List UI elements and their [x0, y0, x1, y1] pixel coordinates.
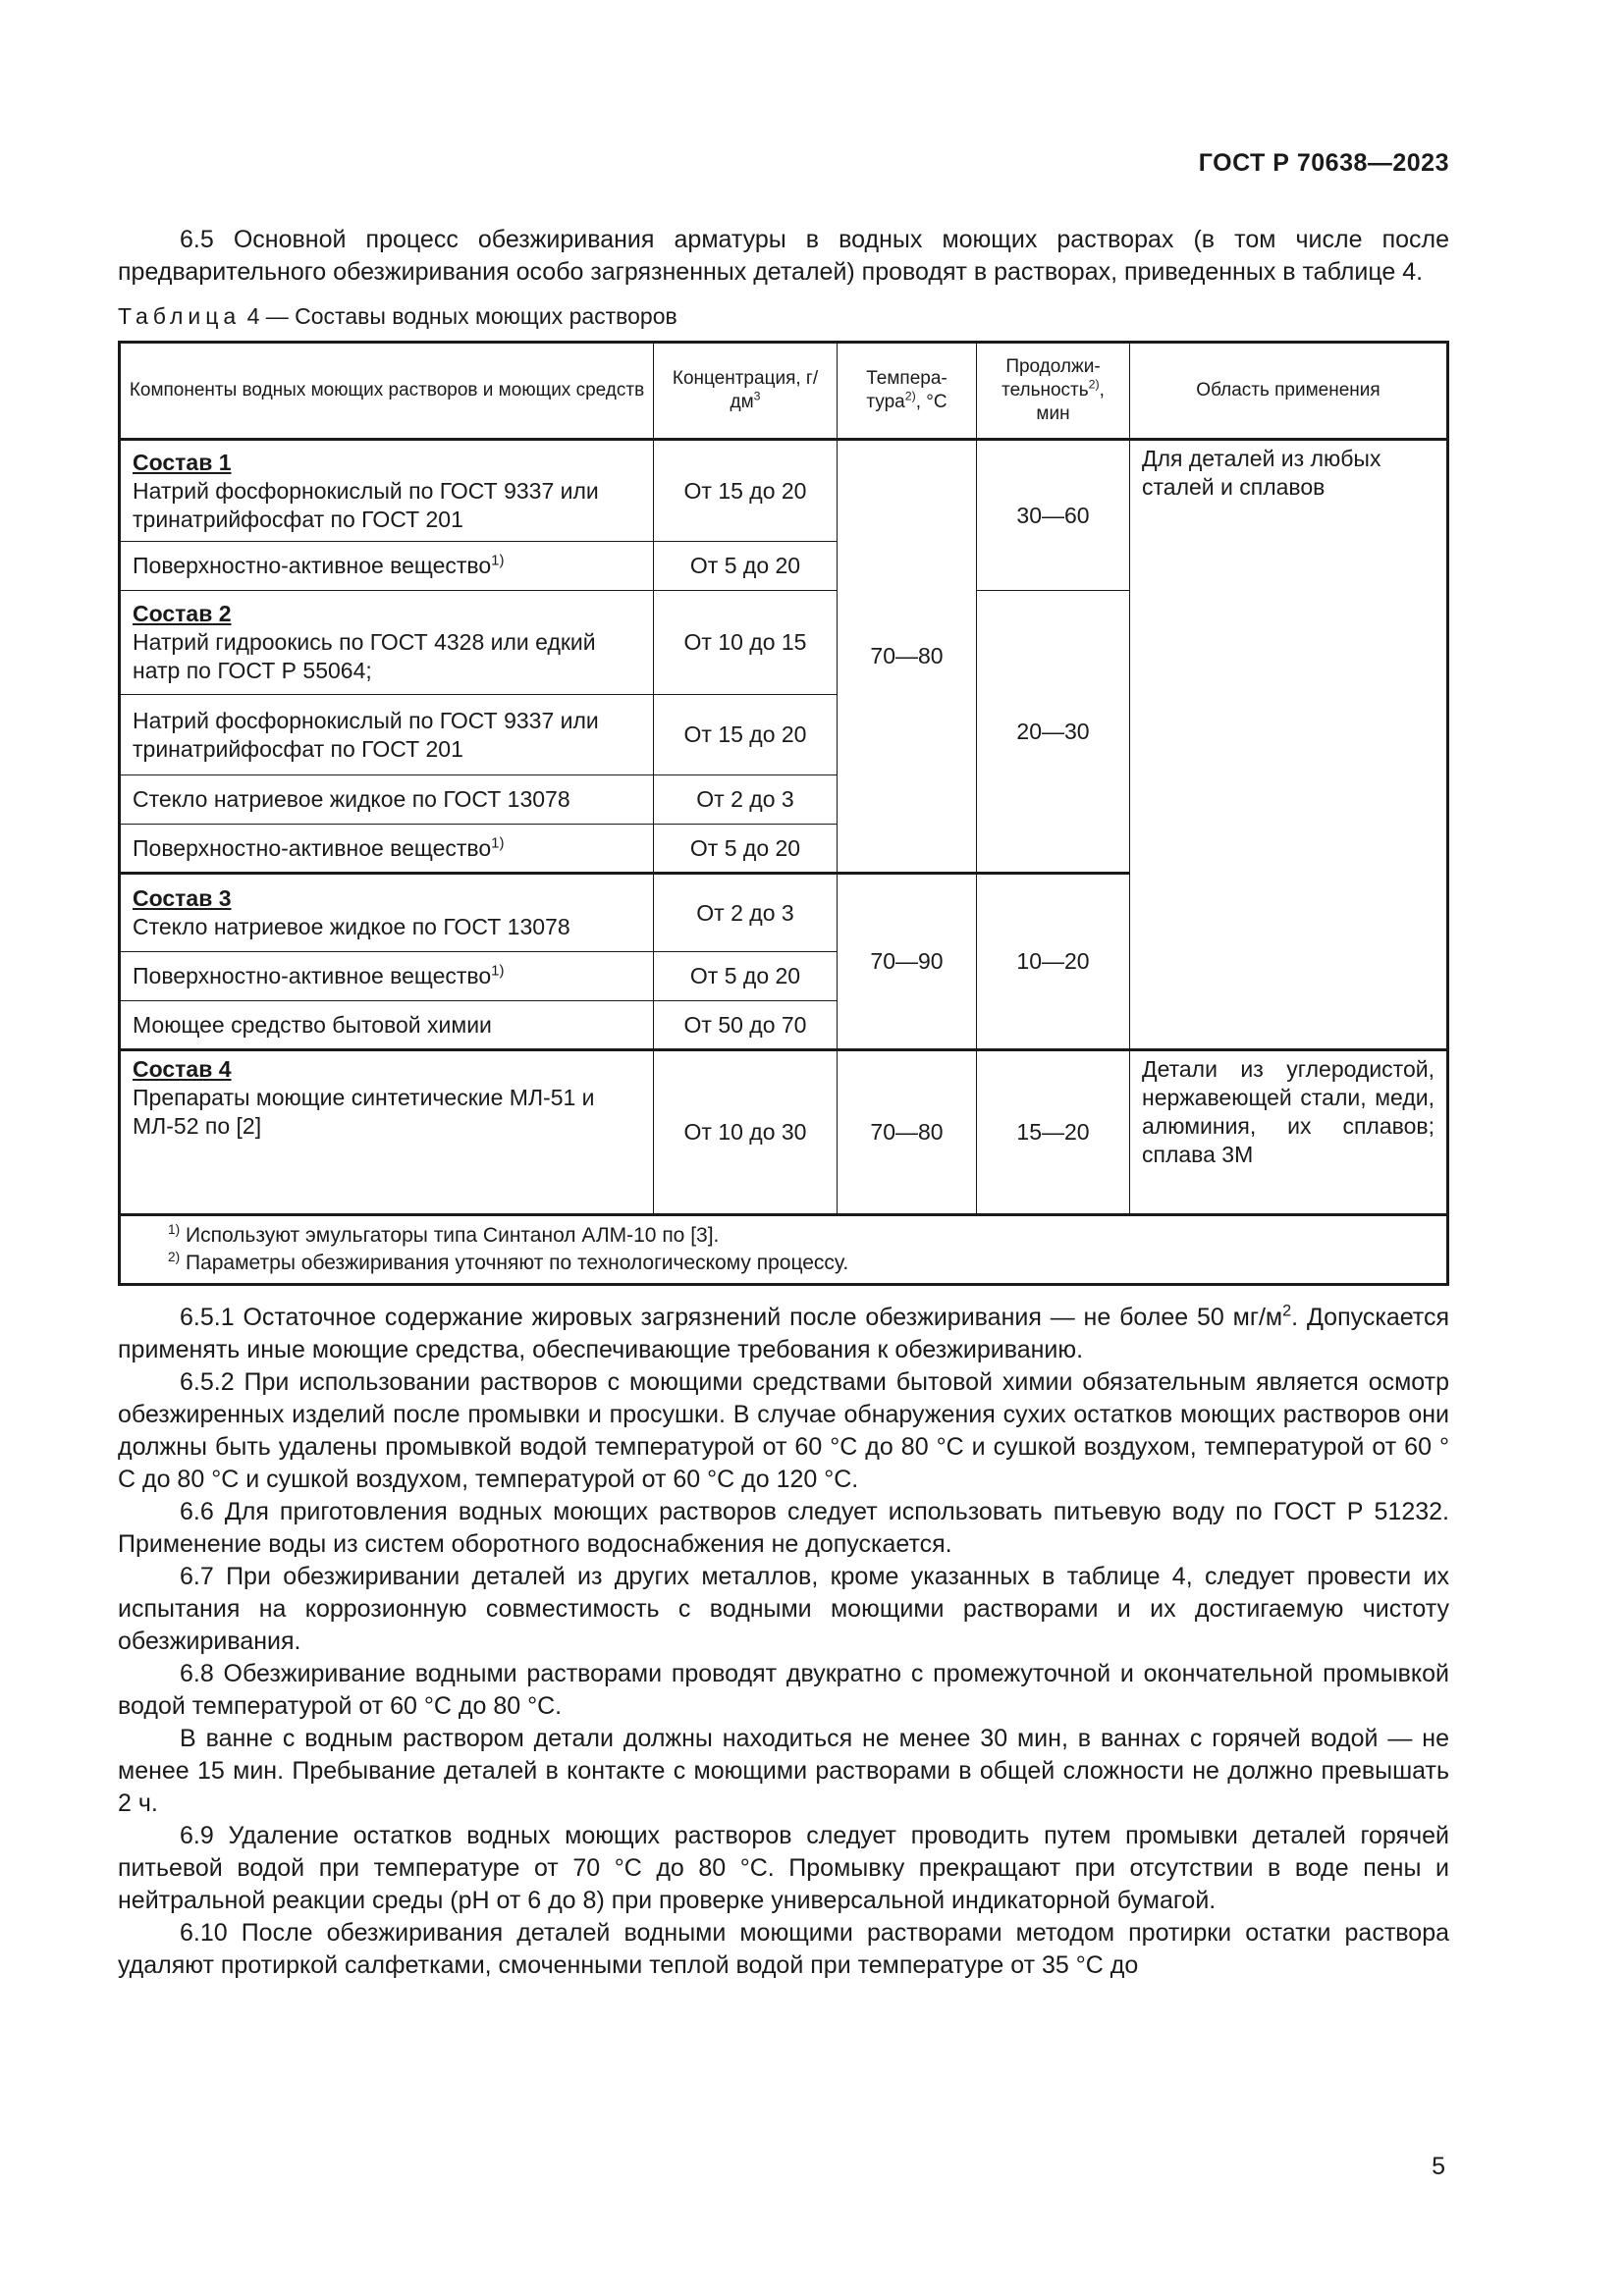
- table-caption: [118, 300, 1449, 333]
- component-cell: Состав 2 Натрий гидроокись по ГОСТ 4328 или едкий натр по ГОСТ Р 55064;: [120, 591, 654, 695]
- concentration-cell: От 15 до 20: [654, 695, 838, 775]
- paragraph-6-5-2: 6.5.2 При использовании растворов с моющими средствами бытовой химии обязательным является осмотр обезжиренных изделий после промывки и просушки. В случае обнаружения сухих остатков моющих растворов они должны быть удалены промывкой водой температурой от 60 °С до 80 °С и сушкой воздухом, температурой от 60 ° С до 80 °С и сушкой воздухом, температурой от 60 °С до 120 °С.: [118, 1368, 1449, 1493]
- table-notes: [120, 1215, 1448, 1285]
- component-cell: Натрий фосфорнокислый по ГОСТ 9337 или тринатрийфосфат по ГОСТ 201: [120, 695, 654, 775]
- component-cell: Поверхностно-активное вещество$^{1)}$: [120, 825, 654, 874]
- header-components: Компоненты водных моющих растворов и моющих средств: [120, 343, 654, 440]
- document-code-header: ГОСТ Р 70638—2023: [1198, 149, 1449, 177]
- paragraph-6-10: 6.10 После обезжиривания деталей водными моющими растворами методом протирки остатки раствора удаляют протиркой салфетками, смоченными теплой водой при температуре от 35 °С до: [118, 1919, 1449, 1979]
- header-duration: Продолжи- тельность$^{2)}$, мин: [977, 343, 1130, 440]
- washing-solutions-table: [118, 341, 1449, 1286]
- concentration-cell: От 2 до 3: [654, 775, 838, 825]
- component-cell: Стекло натриевое жидкое по ГОСТ 13078: [120, 775, 654, 825]
- application-area-cell: Детали из углеродистой, нержавеющей стали, меди, алюминия, их сплавов; сплава 3М: [1130, 1050, 1448, 1215]
- concentration-cell: От 10 до 15: [654, 591, 838, 695]
- paragraph-6-9: 6.9 Удаление остатков водных моющих растворов следует проводить путем промывки деталей горячей питьевой водой при температуре от 70 °С до 80 °С. Промывку прекращают при отсутствии в воде пены и нейтральной реакции среды (рН от 6 до 8) при проверке универсальной индикаторной бумагой.: [118, 1822, 1449, 1914]
- temperature-cell: 70—90: [838, 874, 977, 1050]
- paragraph-6-8: 6.8 Обезжиривание водными растворами проводят двукратно с промежуточной и окончательной промывкой водой температурой от 60 °С до 80 °С.: [118, 1660, 1449, 1720]
- concentration-cell: От 2 до 3: [654, 874, 838, 952]
- paragraph-6-6: 6.6 Для приготовления водных моющих растворов следует использовать питьевую воду по ГОСТ Р 51232. Применение воды из систем оборотного водоснабжения не допускается.: [118, 1498, 1449, 1558]
- table-note: $^{1)}$ Используют эмульгаторы типа Синтанол АЛМ-10 по [3].: [168, 1222, 720, 1247]
- table-caption-word: Таблица: [118, 303, 242, 329]
- page-content: [118, 224, 1449, 1982]
- duration-cell: 20—30: [977, 591, 1130, 874]
- header-temperature: Темпера- тура$^{2)}$, °С: [838, 343, 977, 440]
- temperature-cell: 70—80: [838, 1050, 977, 1215]
- paragraph-6-7: 6.7 При обезжиривании деталей из других металлов, кроме указанных в таблице 4, следует провести их испытания на коррозионную совместимость с водными моющими растворами и их достигаемую чистоту обезжиривания.: [118, 1563, 1449, 1655]
- component-cell: Состав 4 Препараты моющие синтетические МЛ-51 и МЛ-52 по [2]: [120, 1050, 654, 1215]
- duration-cell: 15—20: [977, 1050, 1130, 1215]
- table-row: [120, 440, 1448, 542]
- header-concentration: Концентрация, $г/дм^3$: [654, 343, 838, 440]
- header-application-area: Область применения: [1130, 343, 1448, 440]
- paragraph-6-5-1: 6.5.1 Остаточное содержание жировых загрязнений после обезжиривания — не более 50 $мг/м^2$. Допускается применять иные моющие средства, обеспечивающие требования к обезжириванию.: [118, 1302, 1450, 1363]
- temperature-cell: 70—80: [838, 440, 977, 874]
- component-cell: Состав 1 Натрий фосфорнокислый по ГОСТ 9337 или тринатрийфосфат по ГОСТ 201: [120, 440, 654, 542]
- duration-cell: 10—20: [977, 874, 1130, 1050]
- table-caption-title: 4 — Составы водных моющих растворов: [246, 303, 677, 329]
- concentration-cell: От 5 до 20: [654, 542, 838, 591]
- concentration-cell: От 50 до 70: [654, 1001, 838, 1050]
- component-cell: Поверхностно-активное вещество$^{1)}$: [120, 952, 654, 1001]
- paragraph-6-8-continued: В ванне с водным раствором детали должны находиться не менее 30 мин, в ваннах с горячей водой — не менее 15 мин. Пребывание деталей в контакте с моющими растворами в общей сложности не должно превышать 2 ч.: [118, 1725, 1449, 1817]
- table-header-row: [120, 343, 1448, 440]
- component-cell: Состав 3 Стекло натриевое жидкое по ГОСТ 13078: [120, 874, 654, 952]
- table-notes-row: [120, 1215, 1448, 1285]
- concentration-cell: От 5 до 20: [654, 952, 838, 1001]
- application-area-cell: Для деталей из любых сталей и сплавов: [1130, 440, 1448, 1050]
- concentration-cell: От 10 до 30: [654, 1050, 838, 1215]
- table-note: $^{2)}$ Параметры обезжиривания уточняют по технологическому процессу.: [168, 1250, 849, 1274]
- concentration-cell: От 5 до 20: [654, 825, 838, 874]
- paragraph-6-5: 6.5 Основной процесс обезжиривания арматуры в водных моющих растворах (в том числе после предварительного обезжиривания особо загрязненных деталей) проводят в растворах, приведенных в таблице 4.: [118, 226, 1449, 286]
- concentration-cell: От 15 до 20: [654, 440, 838, 542]
- component-cell: Моющее средство бытовой химии: [120, 1001, 654, 1050]
- duration-cell: 30—60: [977, 440, 1130, 591]
- component-cell: Поверхностно-активное вещество$^{1)}$: [120, 542, 654, 591]
- table-row: [120, 1050, 1448, 1215]
- page-number: 5: [1432, 2153, 1445, 2180]
